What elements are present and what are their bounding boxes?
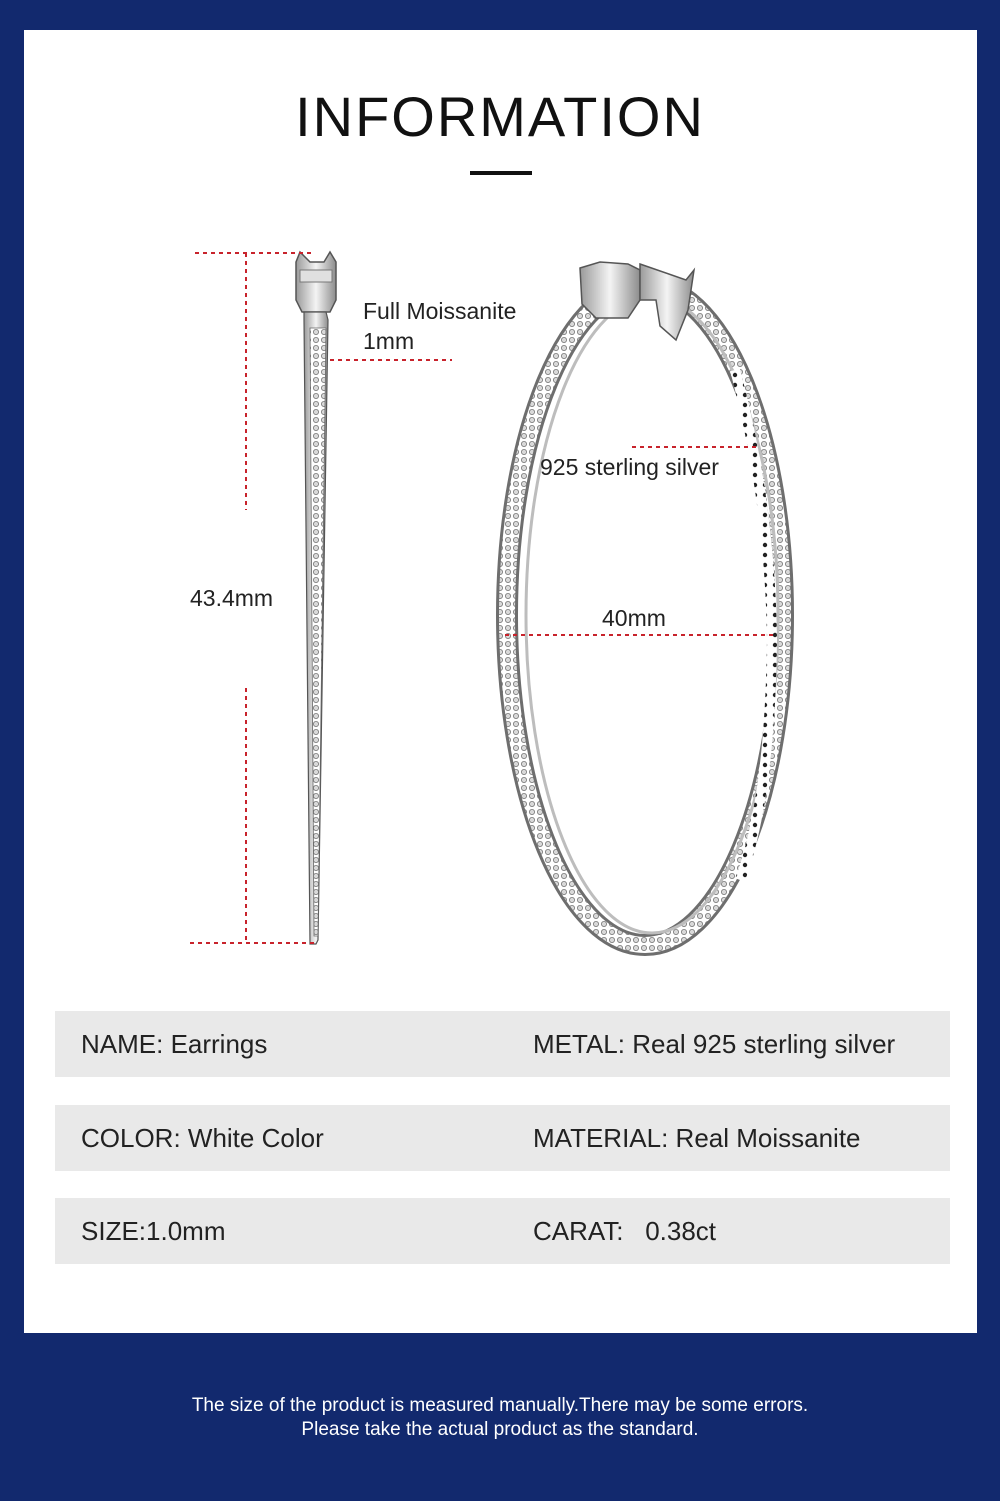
page-title: INFORMATION <box>295 85 705 148</box>
footer-note-line-2: Please take the actual product as the standard. <box>301 1419 699 1440</box>
spec-carat: CARAT: 0.38ct <box>533 1216 717 1246</box>
height-label: 43.4mm <box>190 585 274 611</box>
metal-label: 925 sterling silver <box>540 454 719 480</box>
footer-note-line-1: The size of the product is measured manually.There may be some errors. <box>191 1395 809 1416</box>
side-view-earring <box>296 252 336 944</box>
stone-size-label: 1mm <box>363 328 415 354</box>
spec-row <box>55 1011 950 1077</box>
spec-metal: METAL: Real 925 sterling silver <box>533 1029 896 1059</box>
spec-row <box>55 1198 950 1264</box>
spec-material: MATERIAL: Real Moissanite <box>533 1123 861 1153</box>
spec-name: NAME: Earrings <box>81 1029 268 1059</box>
dimension-lines <box>190 253 776 943</box>
spec-size: SIZE:1.0mm <box>81 1216 226 1246</box>
diameter-label: 40mm <box>602 605 666 631</box>
spec-row <box>55 1105 950 1171</box>
spec-color: COLOR: White Color <box>81 1123 324 1153</box>
stone-label: Full Moissanite <box>363 298 517 324</box>
